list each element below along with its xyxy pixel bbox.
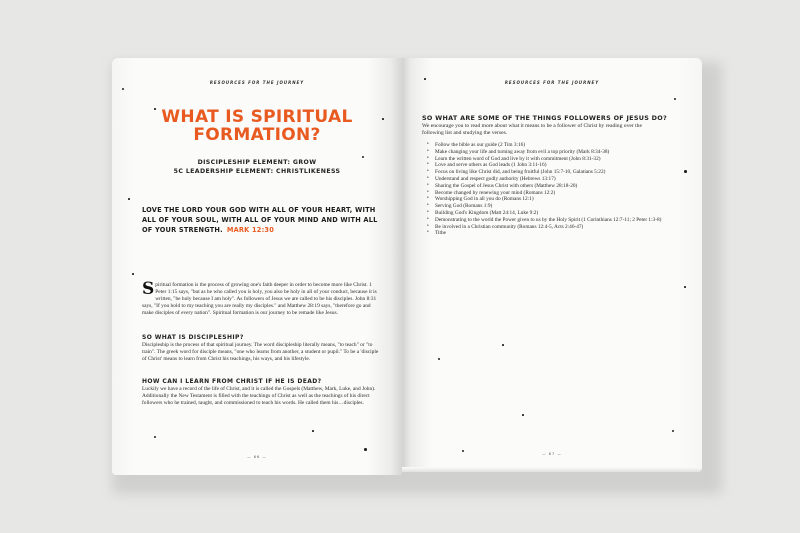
paper-speck bbox=[132, 273, 134, 275]
paper-speck bbox=[154, 436, 156, 438]
paper-speck bbox=[382, 118, 384, 120]
verse-reference: MARK 12:30 bbox=[226, 226, 274, 234]
section-learn-from-christ bbox=[142, 378, 382, 407]
list-item: • Learn the written word of God and live by it with commitment (John 8:31-32) bbox=[427, 156, 672, 163]
discipleship-element: DISCIPLESHIP ELEMENT: GROW bbox=[197, 159, 317, 166]
right-running-head: RESOURCES FOR THE JOURNEY bbox=[504, 80, 600, 85]
paper-speck bbox=[674, 98, 676, 100]
list-item: • Worshipping God in all you do (Romans 12:1) bbox=[427, 196, 672, 203]
list-item: • Love and serve others as God leads (1 John 3:11-16) bbox=[427, 162, 672, 169]
verse-block bbox=[142, 205, 382, 235]
paper-speck bbox=[438, 358, 440, 360]
verse-text: LOVE THE LORD YOUR GOD WITH ALL OF YOUR HEART, WITH ALL OF YOUR SOUL, WITH ALL OF YOUR MIND AND WITH ALL OF YOUR STRENGTH. bbox=[142, 206, 378, 234]
paper-speck bbox=[684, 286, 686, 288]
paper-speck bbox=[462, 450, 464, 452]
list-item: • Demonstrating to the world the Power given to us by the Holy Spirit (1 Corinthians 12:7-11; 2 Peter 1:3-8) bbox=[427, 217, 672, 224]
list-intro: We encourage you to read more about what it means to be a follower of Christ by reading over the following list and studying the verses. bbox=[422, 123, 642, 136]
paper-speck bbox=[312, 430, 314, 432]
section-text: Discipleship is the process of that spiritual journey. The word discipleship literally means, "to teach" or "to train". The greek word for disciple means, "one who learns from another, a student or pupil." To be a 'disciple of Christ' means to learn from Christ his teachings, his ways, and his lifestyle. bbox=[142, 342, 379, 362]
right-page-number: — 67 — bbox=[542, 452, 562, 456]
title-line-1: WHAT IS SPIRITUAL bbox=[161, 107, 353, 127]
leadership-element: 5C LEADERSHIP ELEMENT: CHRISTLIKENESS bbox=[173, 168, 341, 175]
section-heading: HOW CAN I LEARN FROM CHRIST IF HE IS DEAD? bbox=[142, 378, 322, 385]
list-item: • Serving God (Romans 1:9) bbox=[427, 203, 672, 210]
list-item: • Become changed by renewing your mind (Romans 12:2) bbox=[427, 190, 672, 197]
section-text: Luckily we have a record of the life of Christ, and it is called the Gospels (Matthew, Mark, Luke, and John). Additionally the New Testament is filled with the teachings of Christ as well as the teachings of his direct followers who he trained, taught, and commissioned to teach his words. He called them his…disciples. bbox=[142, 386, 376, 406]
followers-list bbox=[427, 142, 672, 237]
paper-speck bbox=[502, 344, 504, 346]
intro-paragraph bbox=[142, 279, 382, 317]
list-heading: SO WHAT ARE SOME OF THE THINGS FOLLOWERS OF JESUS DO? bbox=[422, 114, 668, 122]
paper-speck bbox=[362, 156, 364, 158]
page-title bbox=[132, 108, 382, 144]
paper-speck bbox=[424, 78, 426, 80]
left-page-number: — 66 — bbox=[247, 455, 267, 459]
right-page bbox=[402, 58, 702, 472]
paper-speck bbox=[684, 170, 687, 173]
element-labels bbox=[152, 158, 362, 176]
paper-speck bbox=[128, 198, 130, 200]
section-discipleship bbox=[142, 334, 382, 363]
list-item: • Building God's Kingdom (Matt 24:14, Luke 9:2) bbox=[427, 210, 672, 217]
paper-speck bbox=[154, 108, 156, 110]
left-page bbox=[112, 58, 402, 475]
list-item: • Be involved in a Christian community (Romans 12:4-5, Acts 2:46-47) bbox=[427, 224, 672, 231]
list-item: • Follow the bible as our guide (2 Tim 3:16) bbox=[427, 142, 672, 149]
list-item: • Understand and respect godly authority (Hebrews 13:17) bbox=[427, 176, 672, 183]
list-item: • Tithe bbox=[427, 230, 672, 237]
paper-speck bbox=[522, 414, 524, 416]
paper-speck bbox=[364, 448, 367, 451]
title-line-2: FORMATION? bbox=[193, 125, 321, 145]
list-item: • Focus on living like Christ did, and being fruitful (John 15:7-10, Galatians 5:22) bbox=[427, 169, 672, 176]
intro-text: piritual formation is the process of growing one's faith deeper in order to become more like Christ. 1 Peter 1:15 says, "but as he who called you is holy, you also be holy in all of your conduct, because it is written, "be holy because I am holy". As followers of Jesus we are called to be his disciples. John 8:31 says, "If you hold to my teaching you are really my disciples." and Matthew 28:19 says, "therefore go and make disciples of every nation". Spiritual formation is our journey to be remade like Jesus. bbox=[142, 282, 377, 316]
list-item: • Sharing the Gospel of Jesus Christ with others (Matthew 28:18-20) bbox=[427, 183, 672, 190]
section-heading: SO WHAT IS DISCIPLESHIP? bbox=[142, 334, 244, 341]
list-item: • Make changing your life and turning away from evil a top priority (Mark 8:34-38) bbox=[427, 149, 672, 156]
left-running-head: RESOURCES FOR THE JOURNEY bbox=[209, 80, 305, 85]
paper-speck bbox=[672, 430, 674, 432]
paper-speck bbox=[122, 88, 124, 90]
drop-cap: S bbox=[142, 279, 155, 299]
